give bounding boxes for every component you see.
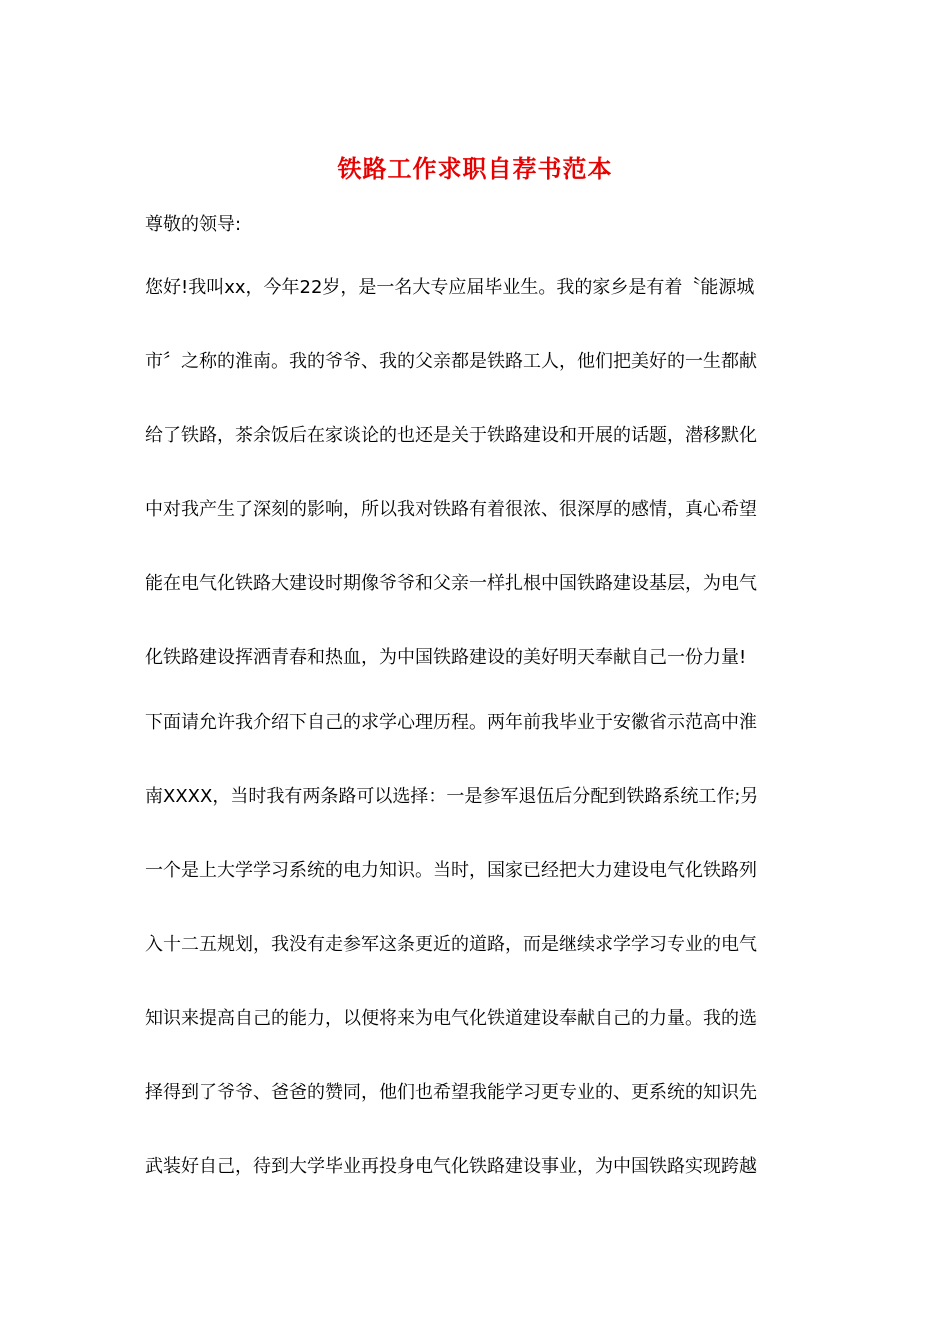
body-line: 南XXXX，当时我有两条路可以选择：一是参军退伍后分配到铁路系统工作;另 [145, 786, 759, 807]
body-line: 中对我产生了深刻的影响，所以我对铁路有着很浓、很深厚的感情，真心希望 [145, 499, 757, 520]
body-line: 入十二五规划，我没有走参军这条更近的道路，而是继续求学学习专业的电气 [145, 934, 757, 955]
body-line: 下面请允许我介绍下自己的求学心理历程。两年前我毕业于安徽省示范高中淮 [145, 712, 757, 733]
body-line: 您好!我叫xx，今年22岁，是一名大专应届毕业生。我的家乡是有着〝能源城 [145, 277, 755, 298]
body-line: 武装好自己，待到大学毕业再投身电气化铁路建设事业，为中国铁路实现跨越 [145, 1156, 757, 1177]
body-line: 给了铁路，茶余饭后在家谈论的也还是关于铁路建设和开展的话题，潜移默化 [145, 425, 757, 446]
body-line: 一个是上大学学习系统的电力知识。当时，国家已经把大力建设电气化铁路列 [145, 860, 757, 881]
body-line: 化铁路建设挥洒青春和热血，为中国铁路建设的美好明天奉献自己一份力量! [145, 647, 747, 668]
document-title: 铁路工作求职自荐书范本 [337, 154, 613, 183]
body-line: 市〞之称的淮南。我的爷爷、我的父亲都是铁路工人，他们把美好的一生都献 [145, 351, 757, 372]
body-line: 知识来提高自己的能力，以便将来为电气化铁道建设奉献自己的力量。我的选 [145, 1008, 757, 1029]
body-line: 能在电气化铁路大建设时期像爷爷和父亲一样扎根中国铁路建设基层，为电气 [145, 573, 757, 594]
salutation: 尊敬的领导: [145, 214, 242, 235]
body-line: 择得到了爷爷、爸爸的赞同，他们也希望我能学习更专业的、更系统的知识先 [145, 1082, 757, 1103]
